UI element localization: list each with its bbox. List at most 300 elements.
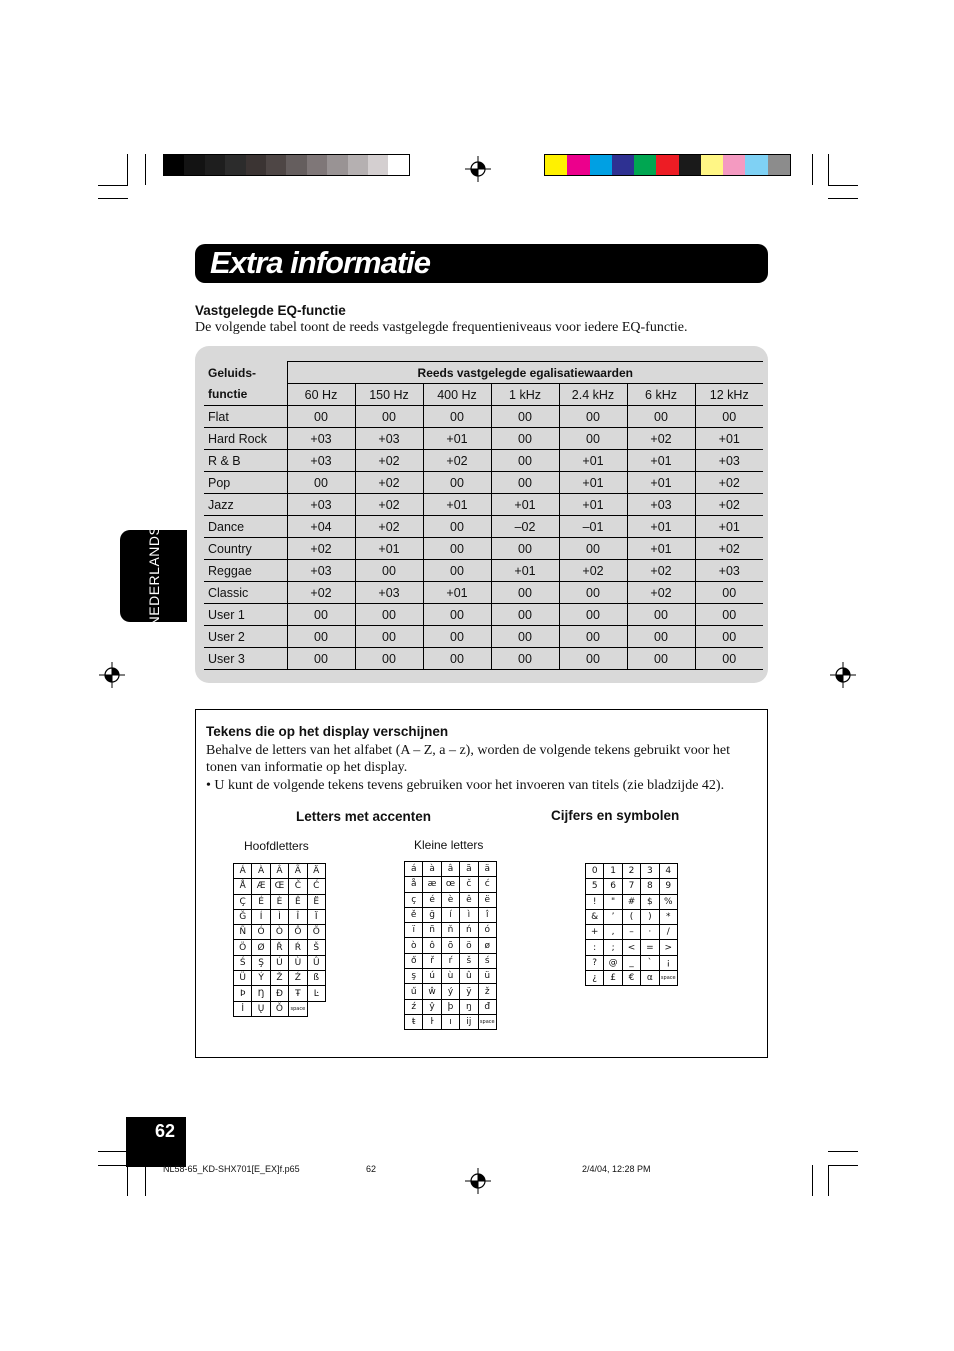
char-cell: Œ [270, 879, 288, 894]
char-cell: Õ [307, 925, 325, 940]
char-cell: å [405, 877, 423, 892]
eq-value: +02 [355, 472, 423, 494]
accents-heading: Letters met accenten [296, 809, 432, 824]
char-cell: è [441, 892, 459, 907]
language-tab [120, 525, 187, 627]
eq-value: 00 [491, 450, 559, 472]
char-cell: à [423, 862, 441, 877]
eq-value: 00 [355, 648, 423, 670]
char-cell: & [586, 909, 604, 924]
char-cell: ú [423, 969, 441, 984]
eq-value: +01 [627, 538, 695, 560]
char-cell: ` [641, 955, 659, 970]
uppercase-char-grid [233, 863, 326, 1017]
char-cell: ş [405, 969, 423, 984]
gray-swatch [327, 155, 347, 175]
gray-swatch [286, 155, 306, 175]
table-row [204, 626, 763, 648]
char-cell: * [659, 909, 677, 924]
table-row [204, 648, 763, 670]
eq-value: +01 [627, 472, 695, 494]
char-cell: š [460, 953, 478, 968]
eq-value: 00 [491, 604, 559, 626]
lowercase-char-grid [404, 861, 497, 1030]
char-cell: ž [478, 984, 496, 999]
char-cell: ń [460, 923, 478, 938]
eq-value: 00 [559, 582, 627, 604]
char-cell: ó [478, 923, 496, 938]
footer-file: NL58-65_KD-SHX701[E_EX]f.p65 [163, 1164, 300, 1174]
eq-value: +04 [287, 516, 355, 538]
title-bar [195, 244, 768, 283]
char-cell: 3 [641, 864, 659, 879]
eq-value: 00 [491, 406, 559, 428]
char-cell: Š [307, 940, 325, 955]
digits-symbols-grid [585, 863, 678, 986]
char-cell: đ [478, 999, 496, 1014]
table-row [204, 582, 763, 604]
char-cell: Ŕ [289, 940, 307, 955]
char-cell: Đ [270, 986, 288, 1001]
col-header: Geluids- [204, 362, 287, 384]
freq-header: 150 Hz [355, 384, 423, 406]
eq-value: +02 [559, 560, 627, 582]
eq-value: +02 [355, 450, 423, 472]
eq-value: 00 [423, 626, 491, 648]
eq-value: 00 [559, 648, 627, 670]
eq-value: +02 [355, 516, 423, 538]
char-cell: Č [289, 879, 307, 894]
eq-mode-name: R & B [204, 450, 287, 472]
table-row [204, 604, 763, 626]
footer-date: 2/4/04, 12:28 PM [582, 1164, 651, 1174]
eq-value: +01 [627, 450, 695, 472]
eq-value: 00 [287, 406, 355, 428]
table-row [204, 516, 763, 538]
char-cell: ¿ [586, 971, 604, 986]
char-cell: ( [622, 909, 640, 924]
char-cell: þ [441, 999, 459, 1014]
char-cell: 2 [622, 864, 640, 879]
eq-value: +03 [355, 428, 423, 450]
eq-value: 00 [423, 648, 491, 670]
char-cell: > [659, 940, 677, 955]
eq-value: 00 [423, 472, 491, 494]
language-tab-label: NEDERLANDS [145, 525, 162, 627]
char-cell: Æ [252, 879, 270, 894]
eq-value: +03 [287, 494, 355, 516]
eq-value: +02 [423, 450, 491, 472]
eq-value: +02 [695, 472, 763, 494]
color-swatch [590, 155, 612, 175]
char-cell: € [622, 971, 640, 986]
eq-value: 00 [491, 626, 559, 648]
char-cell: ŵ [423, 984, 441, 999]
eq-value: 00 [355, 626, 423, 648]
char-cell: ä [478, 862, 496, 877]
char-cell: č [460, 877, 478, 892]
char-cell: ś [478, 953, 496, 968]
char-cell: ű [405, 984, 423, 999]
char-cell: 1 [604, 864, 622, 879]
char-cell: ã [460, 862, 478, 877]
char-cell: 9 [659, 879, 677, 894]
char-cell: 6 [604, 879, 622, 894]
eq-value: 00 [491, 648, 559, 670]
eq-value: +01 [695, 516, 763, 538]
char-cell: Ú [270, 955, 288, 970]
lower-label: Kleine letters [414, 838, 484, 852]
char-cell: á [405, 862, 423, 877]
crop-mark [145, 154, 146, 185]
char-cell: Ø [252, 940, 270, 955]
table-row [204, 406, 763, 428]
eq-value: +03 [695, 450, 763, 472]
eq-value: +01 [695, 428, 763, 450]
char-cell: ź [405, 999, 423, 1014]
char-cell: é [423, 892, 441, 907]
crop-mark [828, 1165, 829, 1196]
color-swatch [545, 155, 567, 175]
crop-mark [828, 154, 829, 185]
eq-value: 00 [423, 604, 491, 626]
color-swatch [634, 155, 656, 175]
char-cell: œ [441, 877, 459, 892]
eq-value: +03 [287, 560, 355, 582]
char-cell: ì [460, 907, 478, 922]
freq-header: 12 kHz [695, 384, 763, 406]
char-cell: ŀ [423, 1014, 441, 1029]
char-cell: ’ [604, 909, 622, 924]
char-cell: ŕ [441, 953, 459, 968]
char-cell: Ş [252, 955, 270, 970]
eq-value: +01 [559, 472, 627, 494]
eq-value: +01 [491, 560, 559, 582]
char-cell: É [252, 894, 270, 909]
eq-value: 00 [627, 604, 695, 626]
table-row [204, 494, 763, 516]
color-swatch [701, 155, 723, 175]
char-cell: 0 [586, 864, 604, 879]
crop-mark [828, 185, 858, 186]
char-cell: Ò [270, 925, 288, 940]
eq-value: 00 [559, 538, 627, 560]
char-cell: Ö [234, 940, 252, 955]
crop-mark [98, 185, 128, 186]
char-cell: ê [460, 892, 478, 907]
color-swatch [679, 155, 701, 175]
eq-mode-name: Jazz [204, 494, 287, 516]
char-cell: ň [441, 923, 459, 938]
char-cell: í [441, 907, 459, 922]
char-cell: α [641, 971, 659, 986]
eq-value: +01 [627, 516, 695, 538]
char-cell: Ñ [234, 925, 252, 940]
char-cell: : [586, 940, 604, 955]
eq-value: 00 [695, 582, 763, 604]
eq-value: 00 [355, 604, 423, 626]
char-cell: space [478, 1014, 496, 1029]
char-cell: 7 [622, 879, 640, 894]
eq-value: 00 [695, 604, 763, 626]
char-cell: ŧ [405, 1014, 423, 1029]
char-cell: Ô [289, 925, 307, 940]
crop-mark [828, 198, 858, 199]
eq-value: +03 [627, 494, 695, 516]
freq-header: 1 kHz [491, 384, 559, 406]
char-cell: ! [586, 894, 604, 909]
char-cell: ö [460, 938, 478, 953]
eq-value: +02 [355, 494, 423, 516]
eq-value: +02 [627, 582, 695, 604]
char-cell: ; [604, 940, 622, 955]
eq-value: +02 [627, 560, 695, 582]
eq-value: 00 [491, 538, 559, 560]
eq-mode-name: Reggae [204, 560, 287, 582]
char-cell: ı [441, 1014, 459, 1029]
crop-mark [98, 198, 128, 199]
table-row [204, 428, 763, 450]
registration-mark-icon [99, 662, 125, 688]
registration-mark-icon [465, 1168, 491, 1194]
char-cell: _ [622, 955, 640, 970]
eq-mode-name: User 1 [204, 604, 287, 626]
eq-value: +01 [355, 538, 423, 560]
eq-value: +01 [423, 494, 491, 516]
table-row [204, 538, 763, 560]
eq-value: +01 [423, 582, 491, 604]
gray-swatch [184, 155, 204, 175]
char-cell: 4 [659, 864, 677, 879]
eq-value: +03 [695, 560, 763, 582]
crop-mark [127, 154, 128, 185]
eq-mode-name: Pop [204, 472, 287, 494]
table-row [204, 472, 763, 494]
eq-mode-name: User 3 [204, 648, 287, 670]
char-cell: î [478, 907, 496, 922]
char-cell: Ý [252, 971, 270, 986]
eq-value: +01 [491, 494, 559, 516]
eq-mode-name: Dance [204, 516, 287, 538]
table-row [204, 560, 763, 582]
crop-mark [145, 1165, 146, 1196]
char-cell: Ó [252, 925, 270, 940]
char-cell: Â [270, 864, 288, 879]
eq-value: +03 [287, 450, 355, 472]
char-cell: â [441, 862, 459, 877]
eq-value: 00 [287, 648, 355, 670]
char-cell: # [622, 894, 640, 909]
char-cell: ç [405, 892, 423, 907]
eq-value: +01 [559, 494, 627, 516]
page-number: 62 [126, 1117, 186, 1167]
char-cell: õ [441, 938, 459, 953]
eq-mode-name: Classic [204, 582, 287, 604]
char-cell: Í [252, 909, 270, 924]
color-swatch [656, 155, 678, 175]
eq-value: 00 [559, 406, 627, 428]
eq-mode-name: Hard Rock [204, 428, 287, 450]
char-cell: Ŧ [289, 986, 307, 1001]
footer-page: 62 [366, 1164, 377, 1174]
char-cell: ğ [423, 907, 441, 922]
char-cell: , [604, 925, 622, 940]
char-cell: ě [405, 907, 423, 922]
char-cell: $ [641, 894, 659, 909]
char-cell: ù [441, 969, 459, 984]
char-cell: ï [405, 923, 423, 938]
char-cell: £ [604, 971, 622, 986]
char-cell: Ü [234, 971, 252, 986]
char-cell: 8 [641, 879, 659, 894]
char-cell: Û [307, 955, 325, 970]
char-cell: @ [604, 955, 622, 970]
char-cell: space [659, 971, 677, 986]
char-cell: ß [307, 971, 325, 986]
char-cell: 5 [586, 879, 604, 894]
char-cell: ő [405, 953, 423, 968]
eq-value: –01 [559, 516, 627, 538]
char-cell: ? [586, 955, 604, 970]
char-cell: Á [234, 864, 252, 879]
char-cell: Î [289, 909, 307, 924]
char-cell: ¡ [659, 955, 677, 970]
char-cell: + [586, 925, 604, 940]
char-cell: È [270, 894, 288, 909]
freq-header: 400 Hz [423, 384, 491, 406]
char-cell: À [252, 864, 270, 879]
eq-value: 00 [355, 406, 423, 428]
gray-swatch [266, 155, 286, 175]
char-cell: Ć [307, 879, 325, 894]
char-cell: Ś [234, 955, 252, 970]
freq-header: 6 kHz [627, 384, 695, 406]
eq-value: 00 [695, 406, 763, 428]
crop-mark [98, 1165, 128, 1166]
char-cell: Ù [289, 955, 307, 970]
char-cell: Ä [307, 864, 325, 879]
gray-calibration-bar [163, 154, 410, 176]
chars-heading: Tekens die op het display verschijnen [206, 724, 449, 739]
eq-value: +02 [695, 494, 763, 516]
crop-mark [828, 1165, 858, 1166]
digits-heading: Cijfers en symbolen [551, 808, 680, 823]
eq-value: 00 [491, 428, 559, 450]
gray-swatch [205, 155, 225, 175]
char-cell: / [659, 925, 677, 940]
registration-mark-icon [465, 156, 491, 182]
gray-swatch [246, 155, 266, 175]
crop-mark [812, 1165, 813, 1196]
eq-value: 00 [287, 472, 355, 494]
eq-value: +02 [695, 538, 763, 560]
eq-value: 00 [423, 406, 491, 428]
char-cell: Ž [270, 971, 288, 986]
gray-swatch [368, 155, 388, 175]
char-cell: æ [423, 877, 441, 892]
char-cell: Ų [252, 1001, 270, 1016]
char-cell: ÿ [460, 984, 478, 999]
chars-paragraph: Behalve de letters van het alfabet (A – Z, a – z), worden de volgende tekens gebruikt voor het tonen van informatie op het display. [206, 743, 731, 775]
char-cell: Ë [307, 894, 325, 909]
page-title: Extra informatie [210, 245, 431, 280]
char-cell: ř [423, 953, 441, 968]
eq-value: +03 [287, 428, 355, 450]
eq-value: +01 [559, 450, 627, 472]
eq-value: 00 [491, 582, 559, 604]
color-calibration-bar [544, 154, 791, 176]
char-cell: Ç [234, 894, 252, 909]
eq-value: +02 [627, 428, 695, 450]
char-cell: Ï [307, 909, 325, 924]
eq-value: 00 [491, 472, 559, 494]
crop-mark [828, 1151, 858, 1152]
eq-value: +02 [287, 538, 355, 560]
eq-value: +01 [423, 428, 491, 450]
gray-swatch [225, 155, 245, 175]
char-cell: Ŋ [252, 986, 270, 1001]
char-cell: = [641, 940, 659, 955]
eq-value: 00 [423, 538, 491, 560]
freq-header: 2.4 kHz [559, 384, 627, 406]
gray-swatch [164, 155, 184, 175]
char-cell: Ã [289, 864, 307, 879]
eq-value: 00 [559, 428, 627, 450]
eq-value: 00 [423, 560, 491, 582]
char-cell: Å [234, 879, 252, 894]
upper-label: Hoofdletters [244, 839, 309, 853]
char-cell: Ŀ [307, 986, 325, 1001]
char-cell: İ [234, 1001, 252, 1016]
eq-value: 00 [695, 626, 763, 648]
color-swatch [612, 155, 634, 175]
color-swatch [723, 155, 745, 175]
eq-heading: Vastgelegde EQ-functie [195, 303, 346, 318]
freq-header: 60 Hz [287, 384, 355, 406]
gray-swatch [388, 155, 408, 175]
char-cell: û [460, 969, 478, 984]
eq-value: 00 [559, 626, 627, 648]
color-swatch [745, 155, 767, 175]
table-row [204, 450, 763, 472]
eq-value: 00 [423, 516, 491, 538]
color-swatch [768, 155, 790, 175]
eq-mode-name: User 2 [204, 626, 287, 648]
char-cell: ý [441, 984, 459, 999]
eq-value: 00 [695, 648, 763, 670]
eq-value: 00 [287, 604, 355, 626]
gray-swatch [307, 155, 327, 175]
eq-value: 00 [627, 626, 695, 648]
char-cell: · [641, 925, 659, 940]
eq-value: –02 [491, 516, 559, 538]
char-cell: ŷ [423, 999, 441, 1014]
char-cell: < [622, 940, 640, 955]
char-cell: Ì [270, 909, 288, 924]
eq-intro: De volgende tabel toont de reeds vastgelegde frequentieniveaus voor iedere EQ-functie. [195, 320, 688, 335]
eq-mode-name: Country [204, 538, 287, 560]
color-swatch [567, 155, 589, 175]
char-cell: ć [478, 877, 496, 892]
char-cell: – [622, 925, 640, 940]
eq-value: 00 [287, 626, 355, 648]
char-cell: Ê [289, 894, 307, 909]
char-cell: Ğ [234, 909, 252, 924]
char-cell: ò [405, 938, 423, 953]
eq-value: 00 [355, 560, 423, 582]
eq-mode-name: Flat [204, 406, 287, 428]
crop-mark [812, 154, 813, 185]
